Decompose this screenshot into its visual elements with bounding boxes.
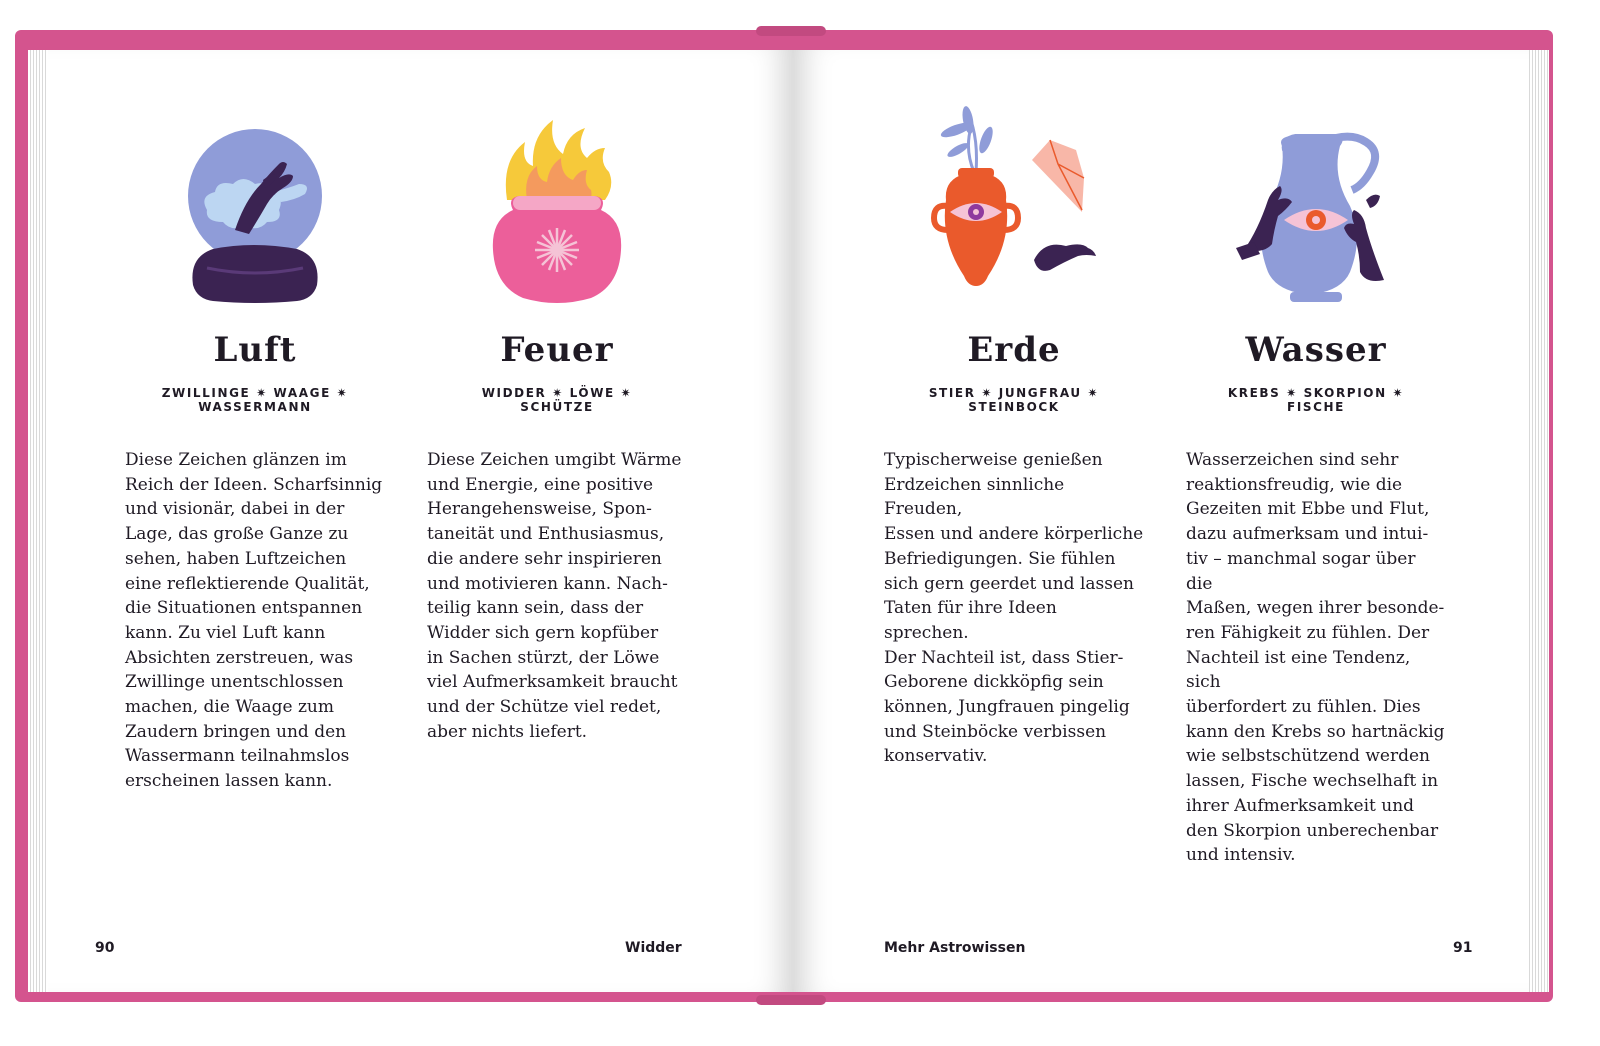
page-edges-right — [1527, 50, 1549, 992]
running-head: Widder — [625, 940, 682, 956]
zodiac-signs: ZWILLINGE ✷ WAAGE ✷ WASSERMANN — [161, 386, 349, 414]
element-title: Luft — [213, 330, 297, 370]
page-number: 90 — [95, 940, 115, 956]
zodiac-signs: KREBS ✷ SKORPION ✷ FISCHE — [1227, 386, 1405, 414]
jug-hands-icon — [1216, 100, 1416, 320]
element-title: Feuer — [500, 330, 614, 370]
cauldron-fire-icon — [457, 100, 657, 320]
page-number: 91 — [1453, 940, 1473, 956]
zodiac-signs: WIDDER ✷ LÖWE ✷ SCHÜTZE — [481, 386, 633, 414]
spine-bottom — [756, 995, 826, 1005]
body-text: Wasserzeichen sind sehr reaktionsfreudig, wie die Gezeiten mit Ebbe und Flut, dazu aufmerksam und intui- tiv – manchmal sogar über die Maßen, wegen ihrer besonde- ren Fähigkeit zu fühlen. Der Nachteil ist eine Tendenz, sich überfordert zu fühlen. Dies kann den Krebs so hartnäckig wie selbstschützend werden lassen, Fische wechselhaft in ihrer Aufmerksamkeit und den Skorpion unberechenbar und intensiv. — [1186, 450, 1445, 866]
left-page — [48, 50, 793, 992]
zodiac-signs: STIER ✷ JUNGFRAU ✷ STEINBOCK — [928, 386, 1100, 414]
page-edges-left — [28, 50, 50, 992]
vase-crystal-icon — [904, 100, 1114, 320]
crystal-ball-icon — [155, 100, 355, 320]
element-title: Wasser — [1245, 330, 1387, 370]
running-head: Mehr Astrowissen — [884, 940, 1026, 956]
right-page — [793, 50, 1529, 992]
element-title: Erde — [967, 330, 1061, 370]
body-text: Typischerweise genießen Erdzeichen sinnliche Freuden, Essen und andere körperliche Befriedigungen. Sie fühlen sich gern geerdet und lassen Taten für ihre Ideen sprechen. Der Nachteil ist, dass Stier- Geborene dickköpfig sein können, Jungfrauen pingelig und Steinböcke verbissen konservativ. — [884, 450, 1144, 767]
body-text: Diese Zeichen glänzen im Reich der Ideen. Scharfsinnig und visionär, dabei in der Lage, das große Ganze zu sehen, haben Luftzeichen eine reflektierende Qualität, die Situationen entspannen kann. Zu viel Luft kann Absichten zerstreuen, was Zwillinge unentschlossen machen, die Waage zum Zaudern bringen und den Wassermann teilnahmslos erscheinen lassen kann. — [125, 450, 383, 792]
spine-top — [756, 26, 826, 36]
body-text: Diese Zeichen umgibt Wärme und Energie, eine positive Herangehensweise, Spon- taneität und Enthusiasmus, die andere sehr inspirieren und motivieren kann. Nach- teilig kann sein, dass der Widder sich gern kopfüber in Sachen stürzt, der Löwe viel Aufmerksamkeit braucht und der Schütze viel redet, aber nichts liefert. — [427, 450, 682, 742]
